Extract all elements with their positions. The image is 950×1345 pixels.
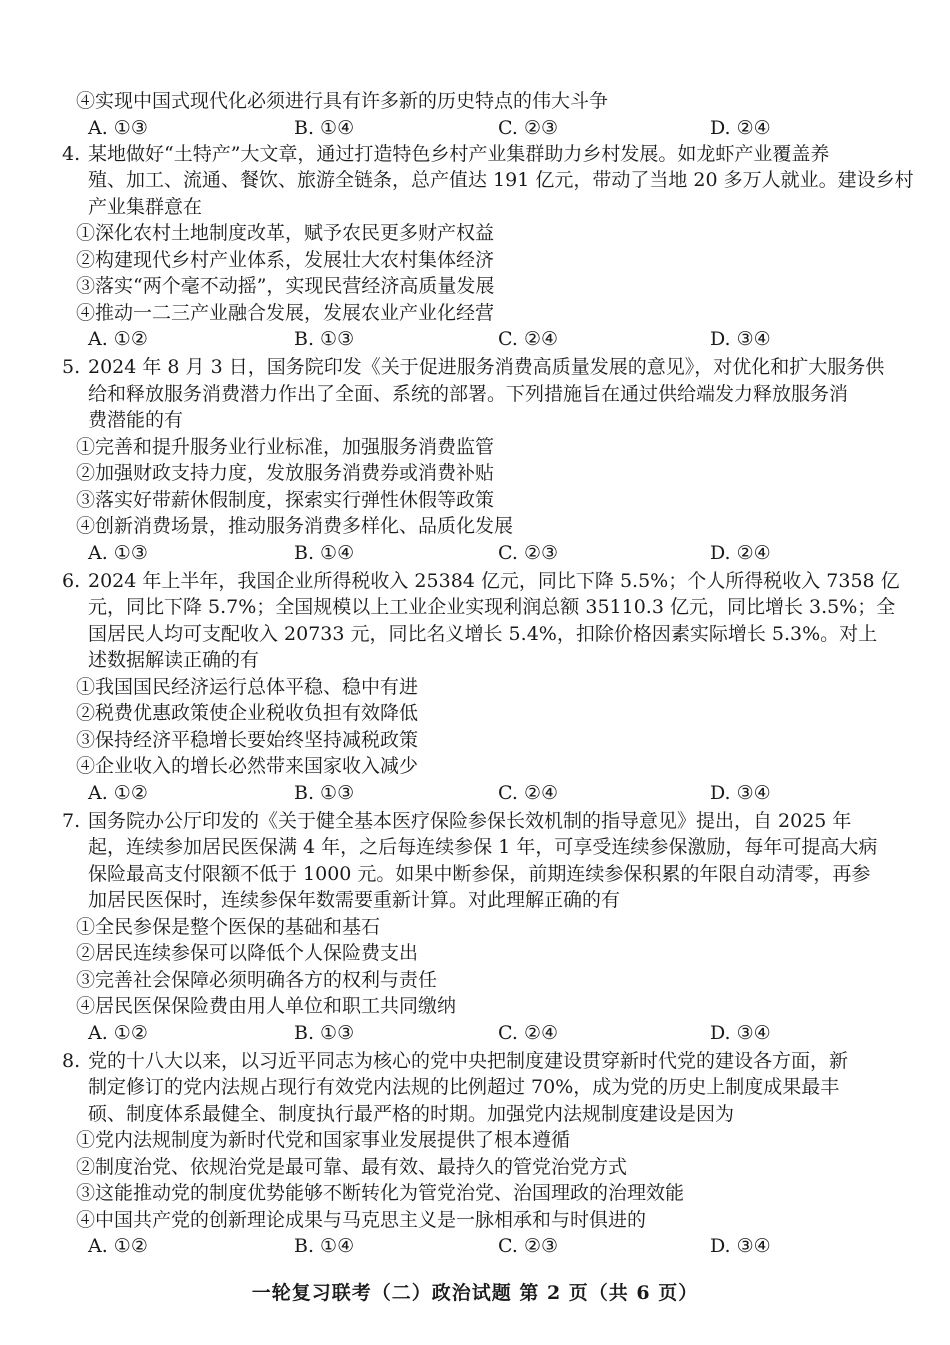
question-stem-line xyxy=(62,1048,862,1075)
question-number: 7. xyxy=(62,809,81,832)
statement: ②构建现代乡村产业体系，发展壮大农村集体经济 xyxy=(76,248,495,271)
question-stem-line: 元，同比下降 5.7%；全国规模以上工业企业实现利润总额 35110.3 亿元，同比增长 3.5%；全 xyxy=(88,596,896,618)
question-stem-line: 国居民人均可支配收入 20733 元，同比名义增长 5.4%，扣除价格因素实际增长 5.3%。对上 xyxy=(88,622,878,645)
page-body xyxy=(62,88,914,1259)
option-d: D. ③④ xyxy=(710,781,771,804)
stem-text: 2024 年 8 月 3 日，国务院印发《关于促进服务消费高质量发展的意见》，对优化和扩大服务供 xyxy=(88,356,885,378)
option-d: D. ②④ xyxy=(710,541,771,564)
question-stem-line: 加居民医保时，连续参保年数需要重新计算。对此理解正确的有 xyxy=(88,889,621,911)
option-b: B. ①③ xyxy=(294,328,355,350)
statement: ①全民参保是整个医保的基础和基石 xyxy=(76,915,381,938)
statement: ①深化农村土地制度改革，赋予农民更多财产权益 xyxy=(76,222,495,244)
statement: ④居民医保保险费由用人单位和职工共同缴纳 xyxy=(76,995,457,1017)
option-a: A. ①② xyxy=(88,1021,148,1044)
option-c: C. ②④ xyxy=(498,1021,559,1044)
options-row xyxy=(62,540,862,566)
question-stem-line: 起，连续参加居民医保满 4 年，之后每连续参保 1 年，可享受连续参保激励，每年可提高大病 xyxy=(88,836,878,858)
statement: ③落实好带薪休假制度，探索实行弹性休假等政策 xyxy=(76,488,495,511)
stem-text: 党的十八大以来，以习近平同志为核心的党中央把制度建设贯穿新时代党的建设各方面，新 xyxy=(88,1049,849,1072)
statement: ③保持经济平稳增长要始终坚持减税政策 xyxy=(76,728,419,751)
question-stem-line: 保险最高支付限额不低于 1000 元。如果中断参保，前期连续参保积累的年限自动清零，再参 xyxy=(88,862,871,885)
option-c: C. ②③ xyxy=(498,541,559,564)
question-6 xyxy=(62,568,900,806)
statement: ④中国共产党的创新理论成果与马克思主义是一脉相承和与时俱进的 xyxy=(76,1208,647,1231)
stem-text: 国务院办公厅印发的《关于健全基本医疗保险参保长效机制的指导意见》提出，自 2025 年 xyxy=(88,809,852,832)
stem-text: 某地做好“土特产”大文章，通过打造特色乡村产业集群助力乡村发展。如龙虾产业覆盖养 xyxy=(88,142,830,165)
statement: ②税费优惠政策使企业税收负担有效降低 xyxy=(76,702,419,724)
question-stem-line: 殖、加工、流通、餐饮、旅游全链条，总产值达 191 亿元，带动了当地 20 多万人就业。建设乡村 xyxy=(88,169,914,191)
question-8 xyxy=(62,1048,862,1260)
option-a: A. ①③ xyxy=(88,541,148,564)
page-footer: 一轮复习联考（二）政治试题 第 2 页（共 6 页） xyxy=(251,1282,699,1304)
statement: ③这能推动党的制度优势能够不断转化为管党治党、治国理政的治理效能 xyxy=(76,1182,685,1204)
question-number: 4. xyxy=(62,142,81,165)
option-b: B. ①④ xyxy=(294,1235,355,1257)
statement: ①我国国民经济运行总体平稳、稳中有进 xyxy=(76,675,419,698)
stem-text: 2024 年上半年，我国企业所得税收入 25384 亿元，同比下降 5.5%；个人所得税收入 7358 亿 xyxy=(88,569,900,592)
question-stem-line xyxy=(62,568,900,595)
question-number: 6. xyxy=(62,569,81,592)
options-row xyxy=(62,1233,862,1259)
statement: ④推动一二三产业融合发展，发展农业产业化经营 xyxy=(76,301,495,324)
option-b: B. ①④ xyxy=(294,541,355,564)
question-7 xyxy=(62,808,878,1046)
option-d: D. ③④ xyxy=(710,328,771,350)
option-a: A. ①② xyxy=(88,1235,148,1257)
option-c: C. ②④ xyxy=(498,781,559,804)
statement: ③落实“两个毫不动摇”，实现民营经济高质量发展 xyxy=(76,275,495,297)
question-4 xyxy=(62,141,914,353)
question-stem-line xyxy=(62,354,885,381)
question-stem-line: 硕、制度体系最健全、制度执行最严格的时期。加强党内法规制度建设是因为 xyxy=(88,1102,735,1125)
option-b: B. ①④ xyxy=(294,116,355,139)
statement: ④企业收入的增长必然带来国家收入减少 xyxy=(76,755,419,777)
statement: ②居民连续参保可以降低个人保险费支出 xyxy=(76,942,419,964)
statement: ④创新消费场景，推动服务消费多样化、品质化发展 xyxy=(76,515,514,537)
option-b: B. ①③ xyxy=(294,781,355,804)
question-stem-line: 制定修订的党内法规占现行有效党内法规的比例超过 70%，成为党的历史上制度成果最丰 xyxy=(88,1076,840,1098)
statement: ①完善和提升服务业行业标准，加强服务消费监管 xyxy=(76,435,495,458)
option-c: C. ②④ xyxy=(498,328,559,350)
statement: ④实现中国式现代化必须进行具有许多新的历史特点的伟大斗争 xyxy=(76,90,609,112)
options-row xyxy=(62,780,862,806)
statement: ①党内法规制度为新时代党和国家事业发展提供了根本遵循 xyxy=(76,1129,571,1151)
options-row xyxy=(62,115,862,141)
option-d: D. ③④ xyxy=(710,1235,771,1257)
question-stem-line xyxy=(62,141,862,168)
option-c: C. ②③ xyxy=(498,116,559,139)
options-row xyxy=(62,1020,862,1046)
option-c: C. ②③ xyxy=(498,1235,559,1257)
question-number: 8. xyxy=(62,1049,81,1072)
question-stem-line: 产业集群意在 xyxy=(88,195,203,218)
question-3-tail xyxy=(62,88,862,141)
question-stem-line: 费潜能的有 xyxy=(88,409,184,431)
question-number: 5. xyxy=(62,356,81,378)
statement: ②制度治党、依规治党是最可靠、最有效、最持久的管党治党方式 xyxy=(76,1155,628,1178)
question-stem-line: 给和释放服务消费潜力作出了全面、系统的部署。下列措施旨在通过供给端发力释放服务消 xyxy=(88,382,849,405)
statement: ③完善社会保障必须明确各方的权利与责任 xyxy=(76,968,438,991)
option-d: D. ②④ xyxy=(710,116,771,139)
question-stem-line: 述数据解读正确的有 xyxy=(88,649,260,671)
question-5 xyxy=(62,354,885,566)
option-b: B. ①③ xyxy=(294,1021,355,1044)
option-a: A. ①③ xyxy=(88,116,148,139)
statement: ②加强财政支持力度，发放服务消费券或消费补贴 xyxy=(76,462,495,484)
options-row xyxy=(62,326,862,352)
option-a: A. ①② xyxy=(88,328,148,350)
option-d: D. ③④ xyxy=(710,1021,771,1044)
question-stem-line xyxy=(62,808,862,835)
option-a: A. ①② xyxy=(88,781,148,804)
